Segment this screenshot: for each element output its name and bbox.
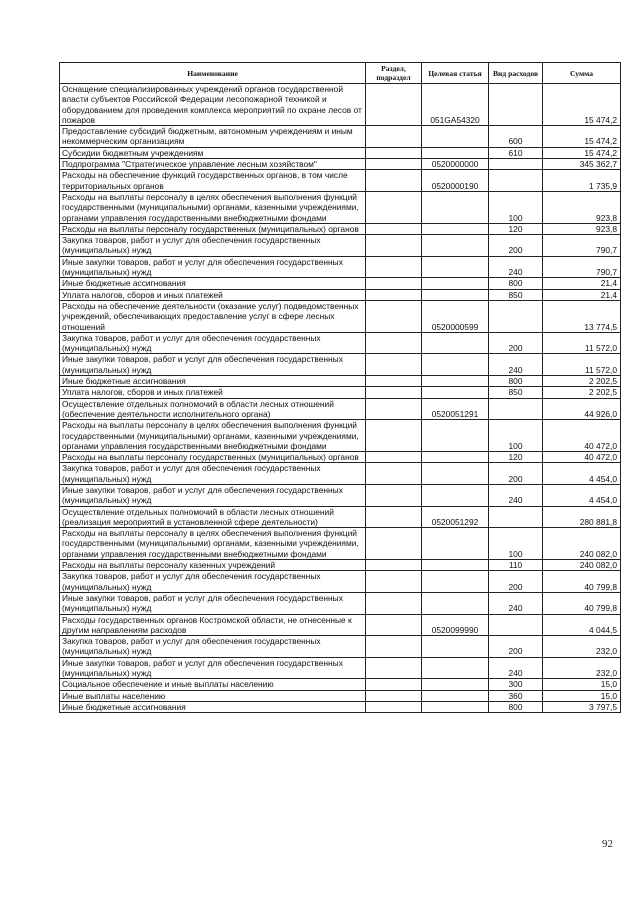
- table-body: [60, 84, 621, 713]
- table-row: [60, 636, 621, 658]
- row-section: [366, 354, 422, 376]
- row-target: 0520000599: [422, 300, 489, 332]
- row-name: Расходы государственных органов Костромской области, не отнесенные к другим направлениям расходов: [60, 614, 366, 636]
- row-sum: 232,0: [543, 636, 621, 658]
- header-sum: Сумма: [543, 63, 621, 84]
- row-name: Закупка товаров, работ и услуг для обеспечения государственных (муниципальных) нужд: [60, 571, 366, 593]
- row-sum: 13 774,5: [543, 300, 621, 332]
- row-sum: 4 044,5: [543, 614, 621, 636]
- row-section: [366, 84, 422, 126]
- row-sum: 232,0: [543, 657, 621, 679]
- row-sum: 15,0: [543, 679, 621, 690]
- row-sum: 2 202,5: [543, 376, 621, 387]
- row-section: [366, 147, 422, 158]
- row-type: 850: [489, 387, 543, 398]
- row-section: [366, 387, 422, 398]
- row-type: 110: [489, 560, 543, 571]
- table-row: [60, 506, 621, 528]
- row-section: [366, 463, 422, 485]
- table-row: [60, 398, 621, 420]
- row-name: Расходы на выплаты персоналу в целях обеспечения выполнения функций государственными (муниципальными) органами, казенными учреждениями, органами управления государственными внебюджетными фондами: [60, 191, 366, 223]
- row-sum: 1 735,9: [543, 170, 621, 192]
- row-target: [422, 235, 489, 257]
- row-type: 850: [489, 289, 543, 300]
- row-target: [422, 636, 489, 658]
- row-sum: 15 474,2: [543, 147, 621, 158]
- row-target: [422, 256, 489, 278]
- row-target: [422, 463, 489, 485]
- row-target: [422, 376, 489, 387]
- row-target: 0520051291: [422, 398, 489, 420]
- row-section: [366, 126, 422, 148]
- row-type: 200: [489, 571, 543, 593]
- row-name: Иные закупки товаров, работ и услуг для обеспечения государственных (муниципальных) нужд: [60, 354, 366, 376]
- row-name: Иные бюджетные ассигнования: [60, 701, 366, 712]
- row-target: [422, 701, 489, 712]
- row-section: [366, 506, 422, 528]
- row-section: [366, 300, 422, 332]
- row-name: Уплата налогов, сборов и иных платежей: [60, 387, 366, 398]
- table-row: [60, 690, 621, 701]
- row-target: 0520000000: [422, 159, 489, 170]
- row-name: Расходы на выплаты персоналу в целях обеспечения выполнения функций государственными (муниципальными) органами, казенными учреждениями, органами управления государственными внебюджетными фондами: [60, 528, 366, 560]
- table-row: [60, 387, 621, 398]
- row-target: [422, 560, 489, 571]
- row-target: [422, 387, 489, 398]
- table-row: [60, 170, 621, 192]
- row-type: 100: [489, 528, 543, 560]
- row-target: [422, 528, 489, 560]
- row-type: 200: [489, 332, 543, 354]
- row-type: [489, 170, 543, 192]
- row-section: [366, 170, 422, 192]
- table-row: [60, 420, 621, 452]
- row-sum: 15,0: [543, 690, 621, 701]
- row-name: Оснащение специализированных учреждений органов государственной власти субъектов Российской Федерации лесопожарной техникой и оборудованием для проведения комплекса мероприятий по охране лесов от пожаров: [60, 84, 366, 126]
- row-section: [366, 679, 422, 690]
- row-name: Расходы на выплаты персоналу государственных (муниципальных) органов: [60, 223, 366, 234]
- row-target: [422, 484, 489, 506]
- page-number: 92: [602, 838, 613, 850]
- table-row: [60, 147, 621, 158]
- row-section: [366, 332, 422, 354]
- row-section: [366, 398, 422, 420]
- table-row: [60, 571, 621, 593]
- row-type: 200: [489, 463, 543, 485]
- row-sum: 40 472,0: [543, 452, 621, 463]
- header-type: Вид расходов: [489, 63, 543, 84]
- table-row: [60, 679, 621, 690]
- row-sum: 790,7: [543, 235, 621, 257]
- row-name: Субсидии бюджетным учреждениям: [60, 147, 366, 158]
- row-sum: 790,7: [543, 256, 621, 278]
- row-target: [422, 452, 489, 463]
- row-sum: 3 797,5: [543, 701, 621, 712]
- row-type: 120: [489, 223, 543, 234]
- row-target: [422, 571, 489, 593]
- header-name: Наименование: [60, 63, 366, 84]
- row-sum: 923,8: [543, 191, 621, 223]
- row-target: [422, 223, 489, 234]
- row-name: Закупка товаров, работ и услуг для обеспечения государственных (муниципальных) нужд: [60, 636, 366, 658]
- row-type: 200: [489, 636, 543, 658]
- row-sum: 21,4: [543, 278, 621, 289]
- row-sum: 4 454,0: [543, 463, 621, 485]
- row-name: Социальное обеспечение и иные выплаты населению: [60, 679, 366, 690]
- row-type: 800: [489, 278, 543, 289]
- row-type: [489, 84, 543, 126]
- row-section: [366, 420, 422, 452]
- row-section: [366, 289, 422, 300]
- table-row: [60, 354, 621, 376]
- row-section: [366, 571, 422, 593]
- row-sum: 923,8: [543, 223, 621, 234]
- row-name: Иные закупки товаров, работ и услуг для обеспечения государственных (муниципальных) нужд: [60, 256, 366, 278]
- table-row: [60, 701, 621, 712]
- row-section: [366, 528, 422, 560]
- table-row: [60, 278, 621, 289]
- row-sum: 280 881,8: [543, 506, 621, 528]
- row-name: Расходы на выплаты персоналу в целях обеспечения выполнения функций государственными (муниципальными) органами, казенными учреждениями, органами управления государственными внебюджетными фондами: [60, 420, 366, 452]
- row-name: Расходы на выплаты персоналу государственных (муниципальных) органов: [60, 452, 366, 463]
- header-target: Целевая статья: [422, 63, 489, 84]
- row-section: [366, 614, 422, 636]
- table-row: [60, 484, 621, 506]
- header-row: [60, 63, 621, 84]
- table-row: [60, 560, 621, 571]
- row-sum: 240 082,0: [543, 528, 621, 560]
- row-section: [366, 376, 422, 387]
- row-sum: 15 474,2: [543, 84, 621, 126]
- row-type: 800: [489, 701, 543, 712]
- row-sum: 40 472,0: [543, 420, 621, 452]
- table-row: [60, 528, 621, 560]
- row-sum: 40 799,8: [543, 592, 621, 614]
- row-sum: 15 474,2: [543, 126, 621, 148]
- row-type: 240: [489, 484, 543, 506]
- table-row: [60, 376, 621, 387]
- row-section: [366, 223, 422, 234]
- row-sum: 4 454,0: [543, 484, 621, 506]
- row-type: 800: [489, 376, 543, 387]
- table-row: [60, 84, 621, 126]
- table-row: [60, 256, 621, 278]
- table-row: [60, 657, 621, 679]
- header-section: Раздел, подраздел: [366, 63, 422, 84]
- row-type: 300: [489, 679, 543, 690]
- table-row: [60, 592, 621, 614]
- row-type: 100: [489, 191, 543, 223]
- table-row: [60, 223, 621, 234]
- row-section: [366, 484, 422, 506]
- row-type: [489, 159, 543, 170]
- row-sum: 44 926,0: [543, 398, 621, 420]
- row-section: [366, 235, 422, 257]
- row-target: 0520051292: [422, 506, 489, 528]
- row-name: Иные закупки товаров, работ и услуг для обеспечения государственных (муниципальных) нужд: [60, 592, 366, 614]
- row-name: Закупка товаров, работ и услуг для обеспечения государственных (муниципальных) нужд: [60, 463, 366, 485]
- row-name: Осуществление отдельных полномочий в области лесных отношений (обеспечение деятельности исполнительного органа): [60, 398, 366, 420]
- row-name: Расходы на выплаты персоналу казенных учреждений: [60, 560, 366, 571]
- row-section: [366, 191, 422, 223]
- row-target: [422, 592, 489, 614]
- row-target: [422, 191, 489, 223]
- row-name: Расходы на обеспечение функций государственных органов, в том числе территориальных органов: [60, 170, 366, 192]
- row-name: Подпрограмма "Стратегическое управление лесным хозяйством": [60, 159, 366, 170]
- row-sum: 240 082,0: [543, 560, 621, 571]
- row-type: 240: [489, 592, 543, 614]
- row-sum: 40 799,8: [543, 571, 621, 593]
- row-section: [366, 636, 422, 658]
- table-row: [60, 463, 621, 485]
- row-section: [366, 690, 422, 701]
- row-target: [422, 126, 489, 148]
- row-section: [366, 256, 422, 278]
- row-type: 240: [489, 657, 543, 679]
- row-section: [366, 560, 422, 571]
- row-type: 240: [489, 256, 543, 278]
- row-target: 0520099990: [422, 614, 489, 636]
- row-name: Расходы на обеспечение деятельности (оказание услуг) подведомственных учреждений, обеспечивающих предоставление услуг в сфере лесных отношений: [60, 300, 366, 332]
- row-type: 600: [489, 126, 543, 148]
- row-target: 051GA54320: [422, 84, 489, 126]
- row-name: Закупка товаров, работ и услуг для обеспечения государственных (муниципальных) нужд: [60, 332, 366, 354]
- row-sum: 21,4: [543, 289, 621, 300]
- row-target: [422, 420, 489, 452]
- row-type: [489, 300, 543, 332]
- row-target: [422, 354, 489, 376]
- row-name: Уплата налогов, сборов и иных платежей: [60, 289, 366, 300]
- row-target: [422, 289, 489, 300]
- row-target: 0520000190: [422, 170, 489, 192]
- row-name: Иные бюджетные ассигнования: [60, 278, 366, 289]
- row-section: [366, 592, 422, 614]
- row-section: [366, 159, 422, 170]
- row-name: Иные бюджетные ассигнования: [60, 376, 366, 387]
- table-row: [60, 300, 621, 332]
- row-sum: 11 572,0: [543, 332, 621, 354]
- row-sum: 2 202,5: [543, 387, 621, 398]
- row-type: [489, 506, 543, 528]
- table-row: [60, 452, 621, 463]
- row-sum: 11 572,0: [543, 354, 621, 376]
- row-name: Иные выплаты населению: [60, 690, 366, 701]
- row-sum: 345 362,7: [543, 159, 621, 170]
- row-type: 100: [489, 420, 543, 452]
- row-section: [366, 701, 422, 712]
- table-row: [60, 191, 621, 223]
- row-section: [366, 278, 422, 289]
- table-row: [60, 159, 621, 170]
- row-target: [422, 147, 489, 158]
- row-type: [489, 614, 543, 636]
- budget-table: [59, 62, 621, 713]
- row-type: 200: [489, 235, 543, 257]
- table-row: [60, 126, 621, 148]
- row-target: [422, 690, 489, 701]
- row-target: [422, 278, 489, 289]
- row-name: Осуществление отдельных полномочий в области лесных отношений (реализация мероприятий в установленной сфере деятельности): [60, 506, 366, 528]
- row-target: [422, 679, 489, 690]
- table-row: [60, 614, 621, 636]
- row-name: Иные закупки товаров, работ и услуг для обеспечения государственных (муниципальных) нужд: [60, 484, 366, 506]
- row-type: 240: [489, 354, 543, 376]
- row-name: Предоставление субсидий бюджетным, автономным учреждениям и иным некоммерческим организациям: [60, 126, 366, 148]
- row-target: [422, 657, 489, 679]
- table-row: [60, 289, 621, 300]
- row-name: Закупка товаров, работ и услуг для обеспечения государственных (муниципальных) нужд: [60, 235, 366, 257]
- table-row: [60, 235, 621, 257]
- row-section: [366, 452, 422, 463]
- row-section: [366, 657, 422, 679]
- row-type: 120: [489, 452, 543, 463]
- row-target: [422, 332, 489, 354]
- row-type: [489, 398, 543, 420]
- table-row: [60, 332, 621, 354]
- row-type: 610: [489, 147, 543, 158]
- row-name: Иные закупки товаров, работ и услуг для обеспечения государственных (муниципальных) нужд: [60, 657, 366, 679]
- row-type: 360: [489, 690, 543, 701]
